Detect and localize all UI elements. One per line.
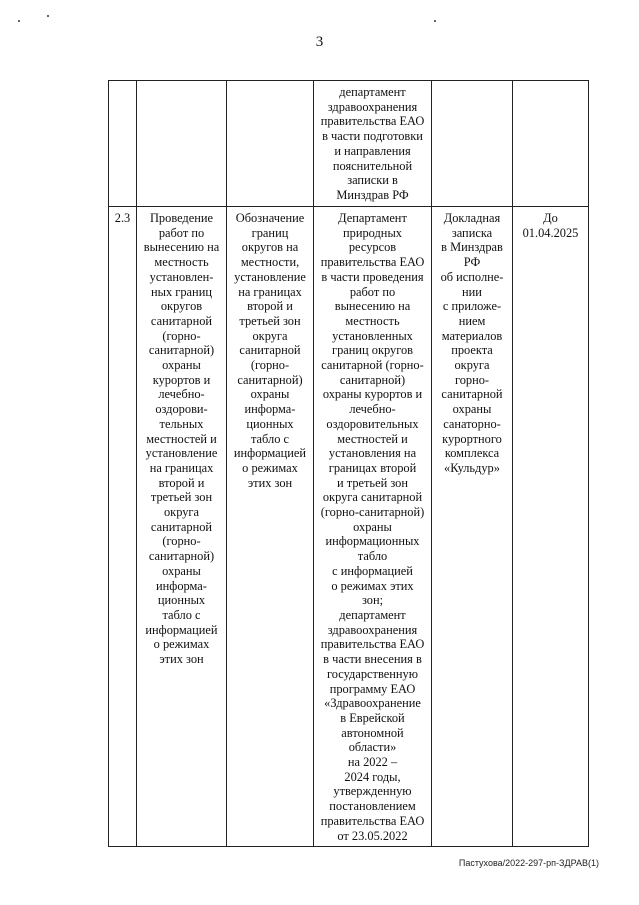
cell-deadline: До 01.04.2025: [513, 207, 589, 847]
cell-responsible: департамент здравоохранения правительства ЕАО в части подготовки и направления пояснительной записки в Минздрав РФ: [314, 81, 432, 207]
measures-table: [108, 80, 589, 847]
cell-action: Проведение работ по вынесению на местность установлен- ных границ округов санитарной (горно- санитарной) охраны курортов и лечебно- оздорови- тельных местностей и установление на границах второй и третьей зон округа санитарной (горно- санитарной) охраны информа- ционных табло с информацией о режимах этих зон: [137, 207, 227, 847]
cell-result: Обозначение границ округов на местности, установление на границах второй и третьей зон округа санитарной (горно- санитарной) охраны информа- ционных табло с информацией о режимах этих зон: [227, 207, 314, 847]
page-number: 3: [315, 34, 324, 50]
cell-report: [432, 81, 513, 207]
cell-num: 2.3: [109, 207, 137, 847]
cell-action: [137, 81, 227, 207]
scan-speck: [18, 20, 20, 22]
cell-result: [227, 81, 314, 207]
cell-responsible: Департамент природных ресурсов правительства ЕАО в части проведения работ по вынесению на местность установленных границ округов санитарной (горно- санитарной) охраны курортов и лечебно- оздоровительных местностей и установления на границах второй и третьей зон округа санитарной (горно-санитарной) охраны информационных табло с информацией о режимах этих зон; департамент здравоохранения правительства ЕАО в части внесения в государственную программу ЕАО «Здравоохранение в Еврейской автономной области» на 2022 – 2024 годы, утвержденную постановлением правительства ЕАО от 23.05.2022: [314, 207, 432, 847]
cell-num: [109, 81, 137, 207]
scan-speck: [47, 15, 49, 17]
cell-report: Докладная записка в Минздрав РФ об исполне- нии с приложе- нием материалов проекта округа горно- санитарной охраны санаторно- курортного комплекса «Кульдур»: [432, 207, 513, 847]
cell-deadline: [513, 81, 589, 207]
document-code: Пастухова/2022-297-рп-ЗДРАВ(1): [458, 858, 599, 868]
table-row-2-3: [109, 207, 589, 847]
scan-speck: [434, 20, 436, 22]
table-row-continued: [109, 81, 589, 207]
